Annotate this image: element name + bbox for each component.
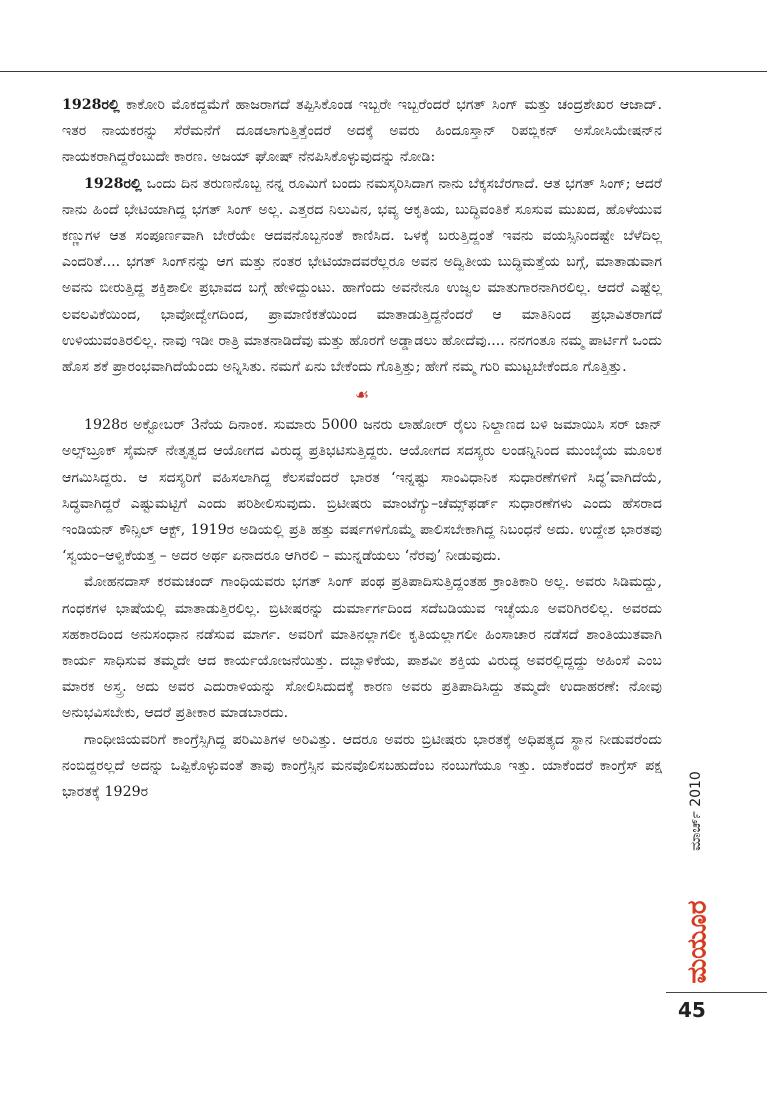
section-ornament-icon: ☙ [354,385,370,405]
quote-paragraph [62,171,662,381]
paragraph-text: ಒಂದು ದಿನ ತರುಣನೊಬ್ಬ ನನ್ನ ರೂಮಿಗೆ ಬಂದು ನಮಸ್ಕರಿಸಿದಾಗ ನಾನು ಬೆಕ್ಕಸಬೆರಗಾದೆ. ಆತ ಭಗತ್ ಸಿಂಗ್; ಆದರೆ ನಾನು ಹಿಂದೆ ಭೇಟಿಯಾಗಿದ್ದ ಭಗತ್ ಸಿಂಗ್ ಅಲ್ಲ. ಎತ್ತರದ ನಿಲುವಿನ, ಭವ್ಯ ಆಕೃತಿಯ, ಬುದ್ಧಿವಂತಿಕೆ ಸೂಸುವ ಮುಖದ, ಹೊಳೆಯುವ ಕಣ್ಣುಗಳ ಆತ ಸಂಪೂರ್ಣವಾಗಿ ಬೇರೆಯೇ ಆದವನೊಬ್ಬನಂತೆ ಕಾಣಿಸಿದ. ಒಳಕ್ಕೆ ಬರುತ್ತಿದ್ದಂತೆ ಇವನು ವಯಸ್ಸಿನಿಂದಷ್ಟೇ ಬೆಳೆದಿಲ್ಲ ಎಂದರಿತೆ.... ಭಗತ್ ಸಿಂಗ್‌ನನ್ನು ಆಗ ಮತ್ತು ನಂತರ ಭೇಟಿಯಾದವರೆಲ್ಲರೂ ಅವನ ಅದ್ವಿತೀಯ ಬುದ್ಧಿಮತ್ತೆಯ ಬಗ್ಗೆ, ಮಾತಾಡುವಾಗ ಅವನು ಬೀರುತ್ತಿದ್ದ ಶಕ್ತಿಶಾಲೀ ಪ್ರಭಾವದ ಬಗ್ಗೆ ಹೇಳಿದ್ದುಂಟು. ಹಾಗೆಂದು ಅವನೇನೂ ಉಜ್ವಲ ಮಾತುಗಾರನಾಗಿರಲಿಲ್ಲ. ಆದರೆ ಎಷ್ಟೆಲ್ಲ ಲವಲವಿಕೆಯಿಂದ, ಭಾವೋದ್ವೇಗದಿಂದ, ಪ್ರಾಮಾಣಿಕತೆಯಿಂದ ಮಾತಾಡುತ್ತಿದ್ದನೆಂದರೆ ಆ ಮಾತಿನಿಂದ ಪ್ರಭಾವಿತರಾಗದೆ ಉಳಿಯುವಂತಿರಲಿಲ್ಲ. ನಾವು ಇಡೀ ರಾತ್ರಿ ಮಾತನಾಡಿದೆವು ಮತ್ತು ಹೊರಗೆ ಅಡ್ಡಾಡಲು ಹೋದೆವು.... ನನಗಂತೂ ನಮ್ಮ ಪಾರ್ಟಿಗೆ ಒಂದು ಹೊಸ ಶಕೆ ಪ್ರಾರಂಭವಾಗಿದೆಯೆಂದು ಅನ್ನಿಸಿತು. ನಮಗೆ ಏನು ಬೇಕೆಂದು ಗೊತ್ತಿತ್ತು; ಹೇಗೆ ನಮ್ಮ ಗುರಿ ಮುಟ್ಟಬೇಕೆಂದೂ ಗೊತ್ತಿತ್ತು. [62,175,662,376]
page-number: 45 [678,998,706,1022]
paragraph [62,727,662,806]
article-body [62,92,662,805]
paragraph-lead: 1928ರಲ್ಲಿ [62,97,120,113]
paragraph [62,412,662,569]
top-rule [0,71,767,72]
issue-date [686,756,706,866]
magazine-logo [680,900,716,984]
folio-rule [666,992,767,993]
paragraph-text: 1928ರ ಅಕ್ಟೋಬರ್ 3ನೆಯ ದಿನಾಂಕ. ಸುಮಾರು 5000 ಜನರು ಲಾಹೋರ್ ರೈಲು ನಿಲ್ದಾಣದ ಬಳಿ ಜಮಾಯಿಸಿ ಸರ್ ಜಾನ್ ಅಲ್ಸ್‌ಬ್ರೂಕ್ ಸೈಮನ್ ನೇತೃತ್ವದ ಆಯೋಗದ ವಿರುದ್ಧ ಪ್ರತಿಭಟಿಸುತ್ತಿದ್ದರು. ಆಯೋಗದ ಸದಸ್ಯರು ಲಂಡನ್ನಿನಿಂದ ಮುಂಬೈಯ ಮೂಲಕ ಆಗಮಿಸಿದ್ದರು. ಆ ಸದಸ್ಯರಿಗೆ ವಹಿಸಲಾಗಿದ್ದ ಕೆಲಸವೆಂದರೆ ಭಾರತ ‘ಇನ್ನಷ್ಟು ಸಾಂವಿಧಾನಿಕ ಸುಧಾರಣೆಗಳಿಗೆ ಸಿದ್ಧ’ವಾಗಿದೆಯೆ, ಸಿದ್ಧವಾಗಿದ್ದರೆ ಎಷ್ಟುಮಟ್ಟಿಗೆ ಎಂದು ಪರಿಶೀಲಿಸುವುದು. ಬ್ರಿಟೀಷರು ಮಾಂಟೆಗ್ಯು–ಚೆಮ್ಸ್‌ಫರ್ಡ್ ಸುಧಾರಣೆಗಳು ಎಂದು ಹೆಸರಾದ ಇಂಡಿಯನ್ ಕೌನ್ಸಿಲ್ ಆಕ್ಟ್, 1919ರ ಅಡಿಯಲ್ಲಿ ಪ್ರತಿ ಹತ್ತು ವರ್ಷಗಳಿಗೊಮ್ಮೆ ಪಾಲಿಸಬೇಕಾಗಿದ್ದ ನಿಬಂಧನೆ ಅದು. ಉದ್ದೇಶ ಭಾರತವು ‘ಸ್ವಯಂ–ಆಳ್ವಿಕೆಯತ್ತ – ಅದರ ಅರ್ಥ ಏನಾದರೂ ಆಗಿರಲಿ – ಮುನ್ನಡೆಯಲು ‘ನೆರವು’ ನೀಡುವುದು. [62,417,662,565]
paragraph-text: ಕಾಕೋರಿ ಮೊಕದ್ದಮೆಗೆ ಹಾಜರಾಗದೆ ತಪ್ಪಿಸಿಕೊಂಡ ಇಬ್ಬರೇ ಇಬ್ಬರೆಂದರೆ ಭಗತ್ ಸಿಂಗ್ ಮತ್ತು ಚಂದ್ರಶೇಖರ ಆಜಾದ್. ಇತರ ನಾಯಕರನ್ನು ಸೆರೆಮನೆಗೆ ದೂಡಲಾಗುತ್ತಿತ್ತೆಂದರೆ ಅದಕ್ಕೆ ಅವರು ಹಿಂದೂಸ್ತಾನ್ ರಿಪಬ್ಲಿಕನ್ ಅಸೋಸಿಯೇಷನ್‌ನ ನಾಯಕರಾಗಿದ್ದರೆಂಬುದೇ ಕಾರಣ. ಅಜಯ್ ಘೋಷ್ ನೆನಪಿಸಿಕೊಳ್ಳುವುದನ್ನು ನೋಡಿ: [62,97,662,166]
paragraph-text: ಗಾಂಧೀಜಿಯವರಿಗೆ ಕಾಂಗ್ರೆಸ್ಸಿಗಿದ್ದ ಪರಿಮಿತಿಗಳ ಅರಿವಿತ್ತು. ಆದರೂ ಅವರು ಬ್ರಿಟೀಷರು ಭಾರತಕ್ಕೆ ಅಧಿಪತ್ಯದ ಸ್ಥಾನ ನೀಡುವರೆಂದು ನಂಬಿದ್ದರಲ್ಲದೆ ಅದನ್ನು ಒಪ್ಪಿಕೊಳ್ಳುವಂತೆ ತಾವು ಕಾಂಗ್ರೆಸ್ಸಿನ ಮನವೊಲಿಸಬಹುದೆಂಬ ನಂಬುಗೆಯೂ ಇತ್ತು. ಯಾಕೆಂದರೆ ಕಾಂಗ್ರೆಸ್ ಪಕ್ಷ ಭಾರತಕ್ಕೆ 1929ರ [62,731,662,801]
magazine-name: ಮಯೂರ [682,900,713,984]
issue-date-text: ಮಾರ್ಚ್ 2010 [688,771,704,851]
paragraph [62,92,662,171]
paragraph [62,569,662,726]
paragraph-text: ಮೋಹನದಾಸ್ ಕರಮಚಂದ್ ಗಾಂಧಿಯವರು ಭಗತ್ ಸಿಂಗ್ ಪಂಥ ಪ್ರತಿಪಾದಿಸುತ್ತಿದ್ದಂತಹ ಕ್ರಾಂತಿಕಾರಿ ಅಲ್ಲ. ಅವರು ಸಿಡಿಮದ್ದು, ಗಂಧಕಗಳ ಭಾಷೆಯಲ್ಲಿ ಮಾತಾಡುತ್ತಿರಲಿಲ್ಲ. ಬ್ರಿಟೀಷರನ್ನು ದುರ್ಮಾರ್ಗದಿಂದ ಸದೆಬಡಿಯುವ ಇಚ್ಛೆಯೂ ಅವರಿಗಿರಲಿಲ್ಲ. ಅವರದು ಸಹಕಾರದಿಂದ ಅನುಸಂಧಾನ ನಡೆಸುವ ಮಾರ್ಗ. ಅವರಿಗೆ ಮಾತಿನಲ್ಲಾಗಲೀ ಕೃತಿಯಲ್ಲಾಗಲೀ ಹಿಂಸಾಚಾರ ನಡೆಸದೆ ಶಾಂತಿಯುತವಾಗಿ ಕಾರ್ಯ ಸಾಧಿಸುವ ತಮ್ಮದೇ ಆದ ಕಾರ್ಯಯೋಜನೆಯಿತ್ತು. ದಬ್ಬಾಳಿಕೆಯ, ಪಾಶವೀ ಶಕ್ತಿಯ ವಿರುದ್ಧ ಅವರಲ್ಲಿದ್ದದ್ದು ಅಹಿಂಸೆ ಎಂಬ ಮಾರಕ ಅಸ್ತ್ರ. ಅದು ಅವರ ಎದುರಾಳಿಯನ್ನು ಸೋಲಿಸಿದುದಕ್ಕೆ ಕಾರಣ ಅವರು ಪ್ರತಿಪಾದಿಸಿದ್ದು ತಮ್ಮದೇ ಉದಾಹರಣೆ: ನೋವು ಅನುಭವಿಸಬೇಕು, ಆದರೆ ಪ್ರತೀಕಾರ ಮಾಡಬಾರದು. [62,574,662,722]
paragraph-lead: 1928ರಲ್ಲಿ [84,175,142,192]
